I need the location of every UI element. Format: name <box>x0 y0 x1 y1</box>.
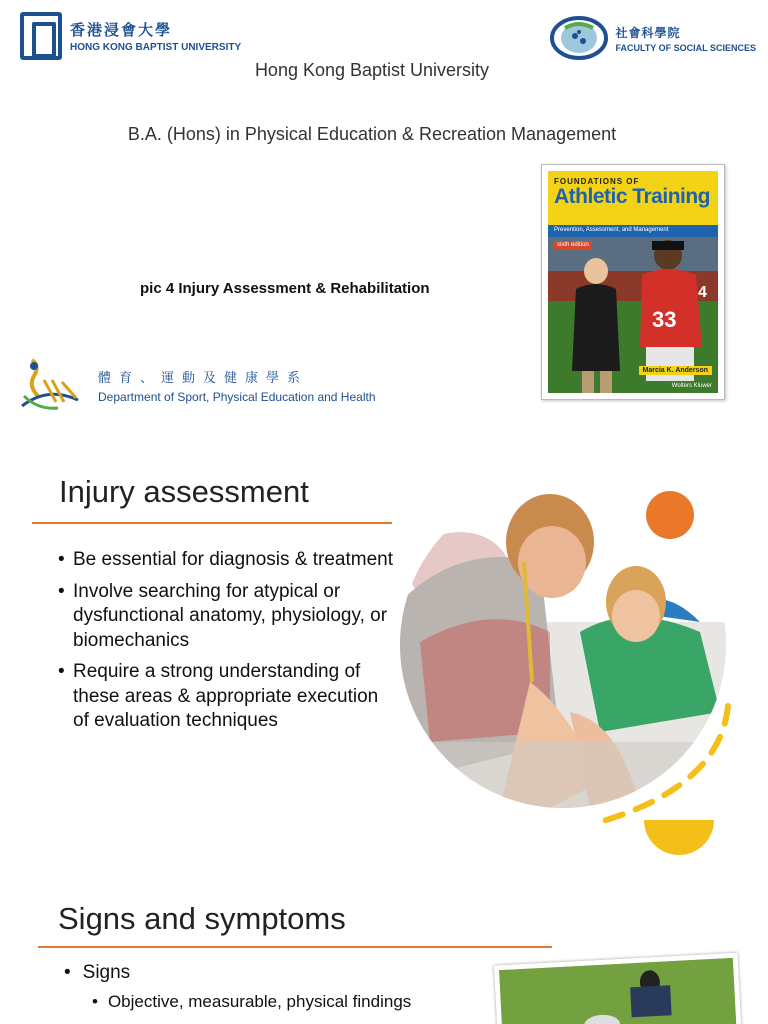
injury-assessment-slide <box>0 446 768 878</box>
university-name: Hong Kong Baptist University <box>254 60 490 80</box>
book-title: Athletic Training <box>554 185 711 208</box>
book-subtitle: Prevention, Assessment, and Management <box>548 225 718 237</box>
field-photo <box>494 953 742 1024</box>
programme-name: B.A. (Hons) in Physical Education & Recreation Management <box>127 124 617 144</box>
decorative-dashed-arc <box>560 646 760 846</box>
slide-title: Signs and symptoms <box>58 901 346 936</box>
bullet-item: • Involve searching for atypical or dysfunctional anatomy, physiology, or biomechanics <box>58 580 398 654</box>
department-name-en: Department of Sport, Physical Education and Health <box>98 389 376 404</box>
hkbu-emblem-icon <box>20 12 62 60</box>
book-author: Marcia K. Anderson <box>639 366 712 375</box>
fss-logo-cn: 社會科學院 <box>615 25 681 40</box>
slide-title: Injury assessment <box>59 474 309 509</box>
bullet-list <box>58 548 398 741</box>
bullet-item: • Be essential for diagnosis & treatment <box>58 548 398 573</box>
department-name-cn: 體育、運動及健康學系 <box>98 369 309 385</box>
title-underline <box>38 946 552 948</box>
svg-text:33: 33 <box>652 307 677 332</box>
book-edition: sixth edition <box>554 241 592 249</box>
hkbu-logo <box>20 12 241 60</box>
title-underline <box>32 522 392 524</box>
decorative-orange-circle <box>646 491 694 539</box>
textbook-cover <box>541 164 725 400</box>
hkbu-logo-cn: 香港浸會大學 <box>70 22 173 39</box>
book-series: FOUNDATIONS OF <box>554 177 640 186</box>
signs-symptoms-slide <box>0 893 768 1024</box>
fss-logo <box>549 14 756 62</box>
book-publisher: Wolters Kluwer <box>671 383 712 389</box>
topic-title: pic 4 Injury Assessment & Rehabilitation <box>140 280 430 297</box>
department-emblem-icon <box>18 356 84 414</box>
fss-logo-en: FACULTY OF SOCIAL SCIENCES <box>615 42 756 53</box>
bullet-item: • Signs <box>64 962 130 984</box>
bullet-item: • Require a strong understanding of these areas & appropriate execution of evaluation techniques <box>58 660 398 734</box>
fss-globe-icon <box>549 14 609 62</box>
title-slide <box>0 0 768 430</box>
hkbu-logo-en: HONG KONG BAPTIST UNIVERSITY <box>70 42 242 53</box>
decorative-yellow-semicircle <box>644 820 714 855</box>
department-logo <box>18 356 376 414</box>
sub-bullet-item: • Objective, measurable, physical findings <box>92 992 411 1012</box>
svg-text:4: 4 <box>698 284 707 301</box>
